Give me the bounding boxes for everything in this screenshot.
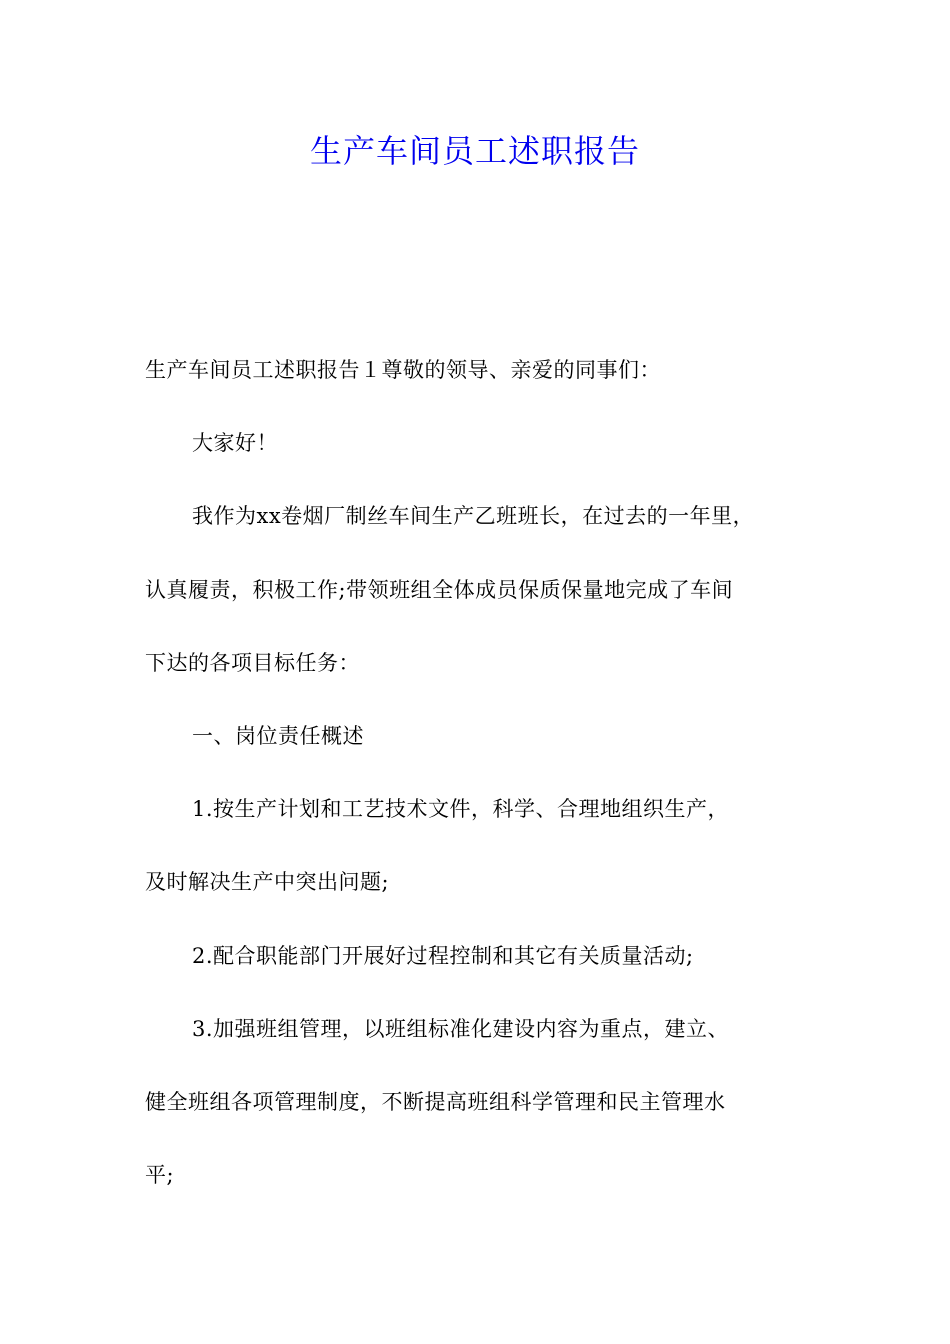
document-title: 生产车间员工述职报告 (309, 132, 640, 170)
paragraph-line: 平; (145, 1163, 175, 1188)
paragraph-line: 及时解决生产中突出问题; (145, 870, 390, 895)
paragraph-line: 下达的各项目标任务： (145, 650, 360, 675)
paragraph-line: 3.加强班组管理，以班组标准化建设内容为重点，建立、 (192, 1016, 730, 1041)
paragraph-line: 1.按生产计划和工艺技术文件，科学、合理地组织生产， (192, 797, 730, 822)
paragraph-line: 我作为xx卷烟厂制丝车间生产乙班班长，在过去的一年里， (192, 504, 755, 529)
paragraph-line: 认真履责，积极工作;带领班组全体成员保质保量地完成了车间 (145, 577, 734, 602)
paragraph-line: 健全班组各项管理制度，不断提高班组科学管理和民主管理水 (145, 1090, 726, 1115)
paragraph-line: 生产车间员工述职报告１尊敬的领导、亲爱的同事们： (145, 358, 661, 382)
document-body (145, 334, 810, 1212)
paragraph-line: 大家好！ (192, 431, 278, 456)
paragraph-line: 2.配合职能部门开展好过程控制和其它有关质量活动; (192, 943, 694, 968)
section-heading: 一、岗位责任概述 (192, 724, 364, 749)
